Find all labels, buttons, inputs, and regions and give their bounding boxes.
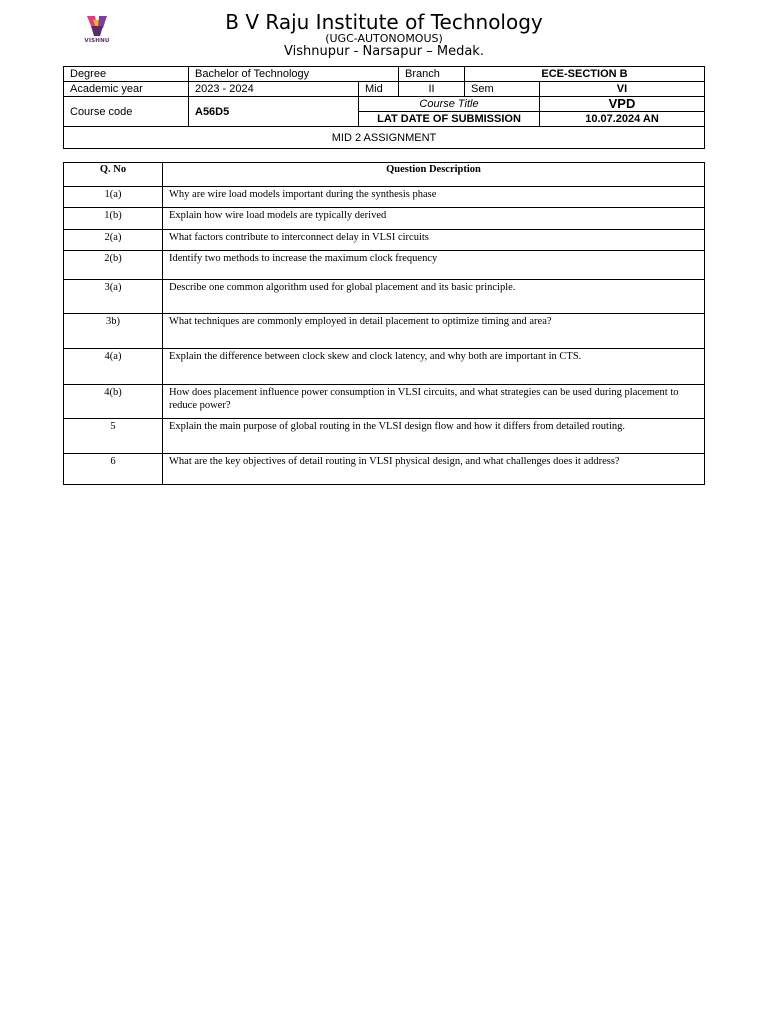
question-number: 2(b)	[64, 251, 163, 280]
question-row	[64, 251, 705, 280]
sem-label: Sem	[465, 82, 540, 97]
submission-date: 10.07.2024 AN	[540, 112, 705, 127]
assignment-title: MID 2 ASSIGNMENT	[64, 127, 705, 149]
question-number: 3b)	[64, 314, 163, 349]
degree-label: Degree	[64, 67, 189, 82]
branch-label: Branch	[399, 67, 465, 82]
sem-value: VI	[540, 82, 705, 97]
question-row	[64, 454, 705, 485]
institute-location: Vishnupur - Narsapur – Medak.	[284, 44, 484, 59]
question-number: 6	[64, 454, 163, 485]
course-code-label: Course code	[64, 97, 189, 127]
question-row	[64, 349, 705, 385]
mid-value: II	[399, 82, 465, 97]
mid-label: Mid	[359, 82, 399, 97]
question-text: Explain the main purpose of global routing in the VLSI design flow and how it differs from detailed routing.	[163, 419, 705, 454]
question-number: 4(a)	[64, 349, 163, 385]
course-info-table	[63, 66, 705, 149]
question-number: 3(a)	[64, 280, 163, 314]
academic-year-label: Academic year	[64, 82, 189, 97]
question-text: Explain how wire load models are typically derived	[163, 208, 705, 230]
question-number: 1(b)	[64, 208, 163, 230]
course-title-label: Course Title	[359, 97, 540, 112]
question-number: 2(a)	[64, 230, 163, 251]
logo-text: VISHNU	[84, 38, 110, 44]
question-number: 5	[64, 419, 163, 454]
question-row	[64, 419, 705, 454]
question-row	[64, 280, 705, 314]
question-text: What techniques are commonly employed in detail placement to optimize timing and area?	[163, 314, 705, 349]
submission-label: LAT DATE OF SUBMISSION	[359, 112, 540, 127]
question-row	[64, 230, 705, 251]
question-row	[64, 385, 705, 419]
course-title-value: VPD	[540, 97, 705, 112]
question-row	[64, 314, 705, 349]
question-desc-header: Question Description	[163, 163, 705, 187]
question-text: Explain the difference between clock skew and clock latency, and why both are important in CTS.	[163, 349, 705, 385]
branch-value: ECE-SECTION B	[465, 67, 705, 82]
question-text: Identify two methods to increase the maximum clock frequency	[163, 251, 705, 280]
institute-name: B V Raju Institute of Technology	[225, 10, 543, 34]
question-row	[64, 208, 705, 230]
question-row	[64, 187, 705, 208]
question-text: Why are wire load models important during the synthesis phase	[163, 187, 705, 208]
question-text: Describe one common algorithm used for global placement and its basic principle.	[163, 280, 705, 314]
course-code-value: A56D5	[189, 97, 359, 127]
academic-year-value: 2023 - 2024	[189, 82, 359, 97]
questions-table	[63, 162, 705, 485]
question-text: What factors contribute to interconnect delay in VLSI circuits	[163, 230, 705, 251]
degree-value: Bachelor of Technology	[189, 67, 399, 82]
question-text: How does placement influence power consumption in VLSI circuits, and what strategies can be used during placement to reduce power?	[163, 385, 705, 419]
question-number: 1(a)	[64, 187, 163, 208]
question-number: 4(b)	[64, 385, 163, 419]
institute-subtitle: (UGC-AUTONOMOUS)	[325, 32, 443, 45]
qno-header: Q. No	[64, 163, 163, 187]
question-text: What are the key objectives of detail routing in VLSI physical design, and what challenges does it address?	[163, 454, 705, 485]
